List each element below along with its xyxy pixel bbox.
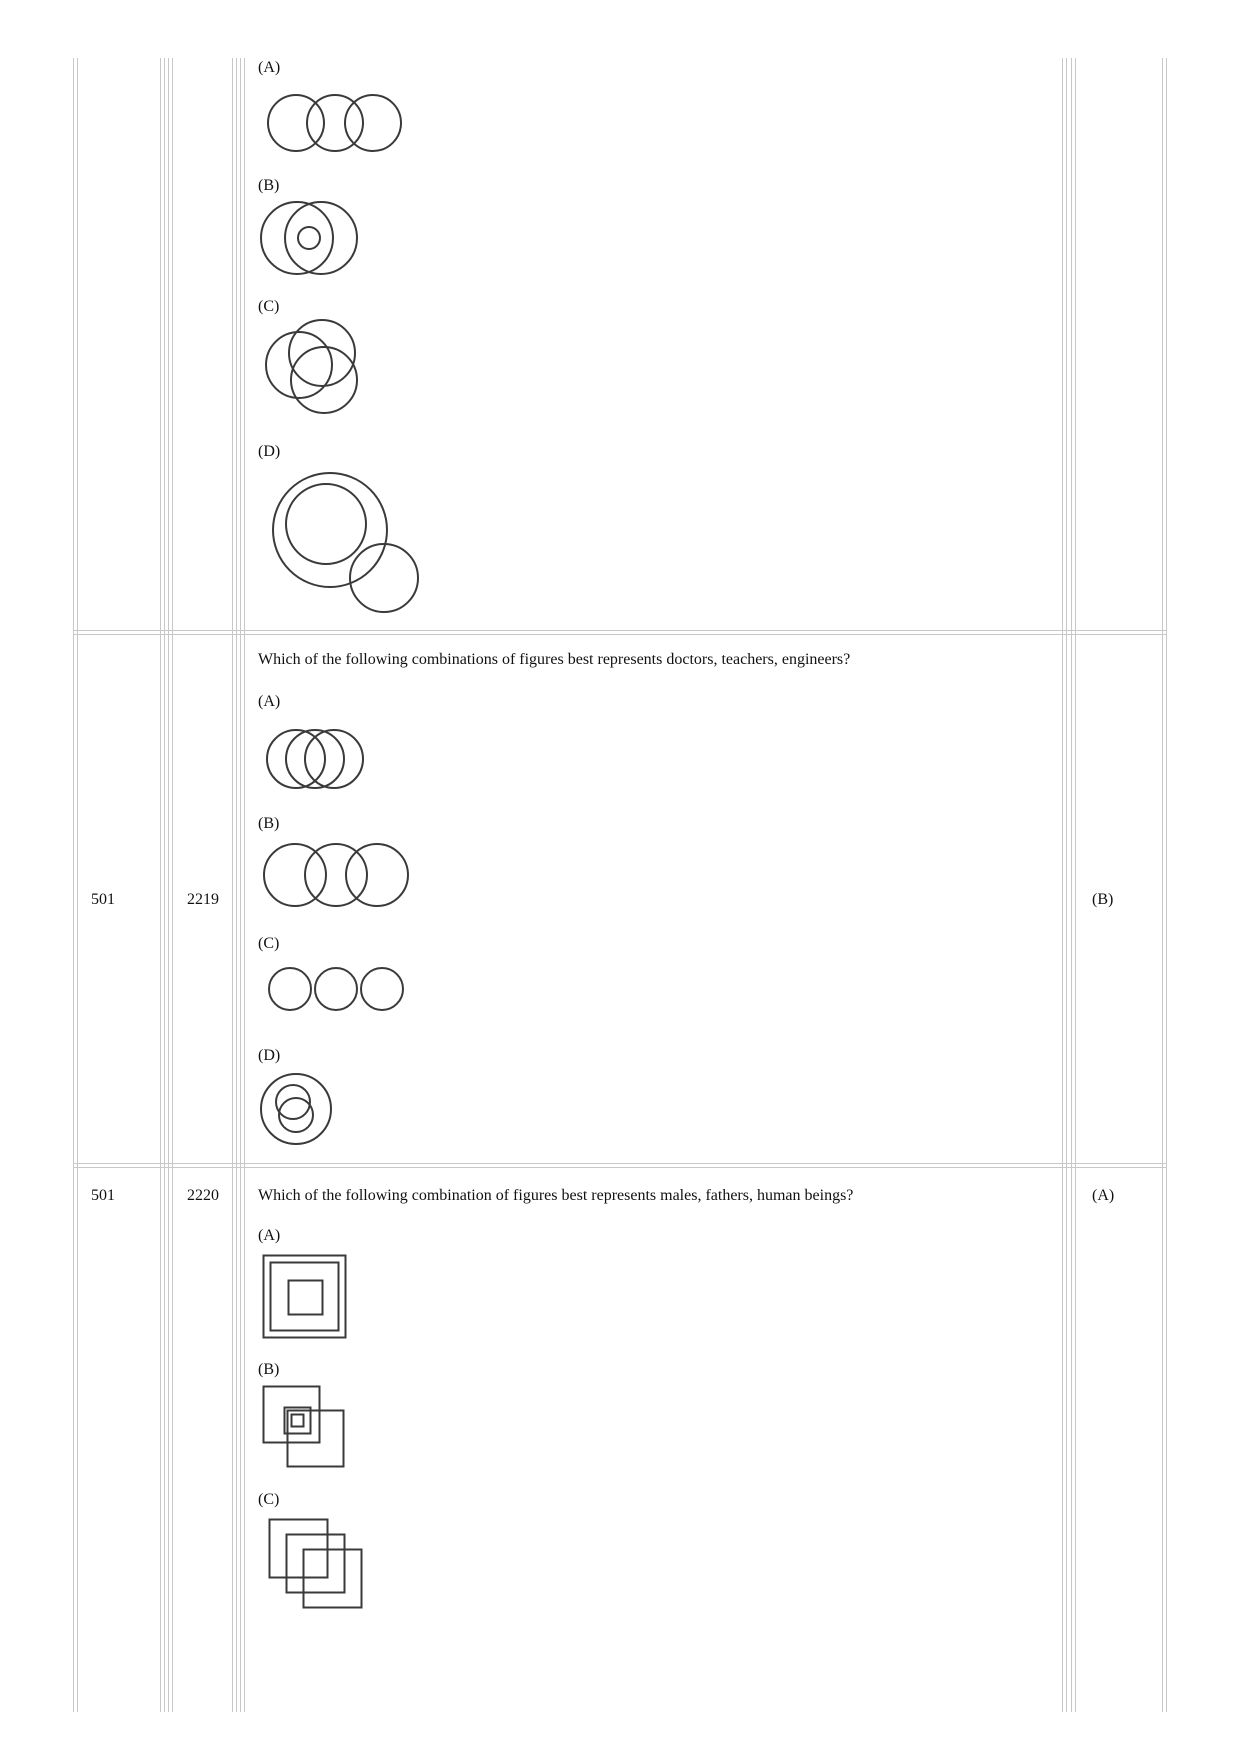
venn-figure-c xyxy=(268,966,418,1014)
option-label-b: (B) xyxy=(258,1361,280,1378)
venn-figure-b xyxy=(258,200,362,278)
square-figure-b xyxy=(262,1385,348,1471)
venn-figure-b xyxy=(262,842,412,910)
venn-figure-c xyxy=(265,318,365,418)
question-text: Which of the following combinations of figures best represents doctors, teachers, engineers? xyxy=(258,651,851,668)
answer-key: (A) xyxy=(1092,1187,1115,1204)
venn-figure-a xyxy=(265,728,367,792)
square-figure-c xyxy=(268,1518,366,1610)
unit-code: 501 xyxy=(91,1187,115,1204)
answer-key: (B) xyxy=(1092,891,1114,908)
option-label-b: (B) xyxy=(258,177,280,194)
unit-code: 501 xyxy=(91,891,115,908)
question-text: Which of the following combination of figures best represents males, fathers, human beings? xyxy=(258,1187,854,1204)
option-label-b: (B) xyxy=(258,815,280,832)
option-label-a: (A) xyxy=(258,693,281,710)
option-label-c: (C) xyxy=(258,298,280,315)
question-number: 2219 xyxy=(187,891,219,908)
question-number: 2220 xyxy=(187,1187,219,1204)
venn-figure-d xyxy=(272,472,422,616)
square-figure-a xyxy=(262,1254,348,1340)
venn-figure-a xyxy=(265,92,405,156)
option-label-d: (D) xyxy=(258,1047,281,1064)
option-label-c: (C) xyxy=(258,1491,280,1508)
venn-figure-d xyxy=(259,1072,335,1148)
option-label-a: (A) xyxy=(258,1227,281,1244)
option-label-d: (D) xyxy=(258,443,281,460)
option-label-c: (C) xyxy=(258,935,280,952)
option-label-a: (A) xyxy=(258,59,281,76)
